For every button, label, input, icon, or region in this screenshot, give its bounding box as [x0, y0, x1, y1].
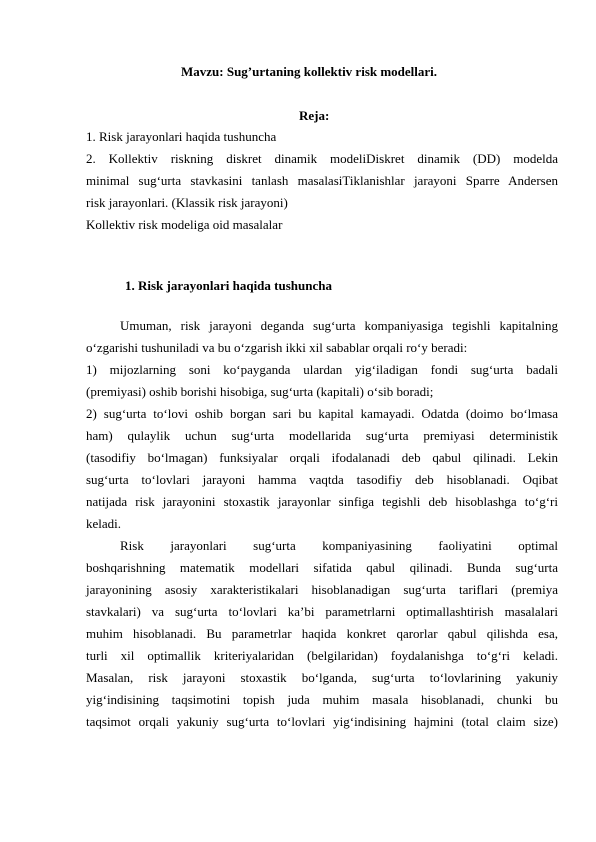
paragraph-line: jarayonining asosiy xarakteristikalari hisoblanadigan sug‘urta tariflari (premiya	[86, 582, 558, 597]
paragraph-line: (premiyasi) oshib borishi hisobiga, sug‘urta (kapitali) o‘sib boradi;	[86, 384, 434, 399]
plan-item: risk jarayonlari. (Klassik risk jarayoni)	[86, 195, 288, 210]
paragraph-line: 1) mijozlarning soni ko‘payganda ulardan yig‘iladigan fondi sug‘urta badali	[86, 362, 558, 377]
paragraph-line: yig‘indisining taqsimotini topish juda muhim masala hisoblanadi, chunki bu	[86, 692, 558, 707]
plan-item: Kollektiv risk modeliga oid masalalar	[86, 217, 283, 232]
paragraph-line: muhim hisoblanadi. Bu parametrlar haqida konkret qarorlar qabul qilishda esa,	[86, 626, 558, 641]
paragraph-line: o‘zgarishi tushuniladi va bu o‘zgarish ikki xil sabablar orqali ro‘y beradi:	[86, 340, 468, 355]
plan-heading: Reja:	[299, 108, 330, 123]
paragraph-line: ham) qulaylik uchun sug‘urta modellarida sug‘urta premiyasi deterministik	[86, 428, 558, 443]
paragraph-line: stavkalari) va sug‘urta to‘lovlari ka’bi parametrlarni optimallashtirish masalalari	[86, 604, 558, 619]
document-title: Mavzu: Sug’urtaning kollektiv risk modellari.	[181, 64, 438, 79]
section-heading: 1. Risk jarayonlari haqida tushuncha	[125, 278, 332, 293]
plan-item: minimal sug‘urta stavkasini tanlash masalasiTiklanishlar jarayoni Sparre Andersen	[86, 173, 558, 188]
paragraph-line: (tasodifiy bo‘lmagan) funksiyalar orqali ifodalanadi deb qabul qilinadi. Lekin	[86, 450, 558, 465]
paragraph-line: Risk jarayonlari sug‘urta kompaniyasining faoliyatini optimal	[120, 538, 558, 553]
paragraph-line: natijada risk jarayonini stoxastik jarayonlar sinfiga tegishli deb hisoblashga to‘g‘ri	[86, 494, 558, 509]
paragraph-line: sug‘urta to‘lovlari jarayoni hamma vaqtda tasodifiy deb hisoblanadi. Oqibat	[86, 472, 558, 487]
paragraph-line: 2) sug‘urta to‘lovi oshib borgan sari bu kapital kamayadi. Odatda (doimo bo‘lmasa	[86, 406, 558, 421]
paragraph-line: Umuman, risk jarayoni deganda sug‘urta kompaniyasiga tegishli kapitalning	[120, 318, 558, 333]
paragraph-line: turli xil optimallik kriteriyalaridan (belgilaridan) foydalanishga to‘g‘ri keladi.	[86, 648, 558, 663]
plan-item: 2. Kollektiv riskning diskret dinamik modeliDiskret dinamik (DD) modelda	[86, 151, 558, 166]
plan-item: 1. Risk jarayonlari haqida tushuncha	[86, 129, 277, 144]
paragraph-line: Masalan, risk jarayoni stoxastik bo‘lganda, sug‘urta to‘lovlarining yakuniy	[86, 670, 558, 685]
paragraph-line: keladi.	[86, 516, 122, 531]
paragraph-line: taqsimot orqali yakuniy sug‘urta to‘lovlari yig‘indisining hajmini (total claim size)	[86, 714, 558, 729]
paragraph-line: boshqarishning matematik modellari sifatida qabul qilinadi. Bunda sug‘urta	[86, 560, 558, 575]
